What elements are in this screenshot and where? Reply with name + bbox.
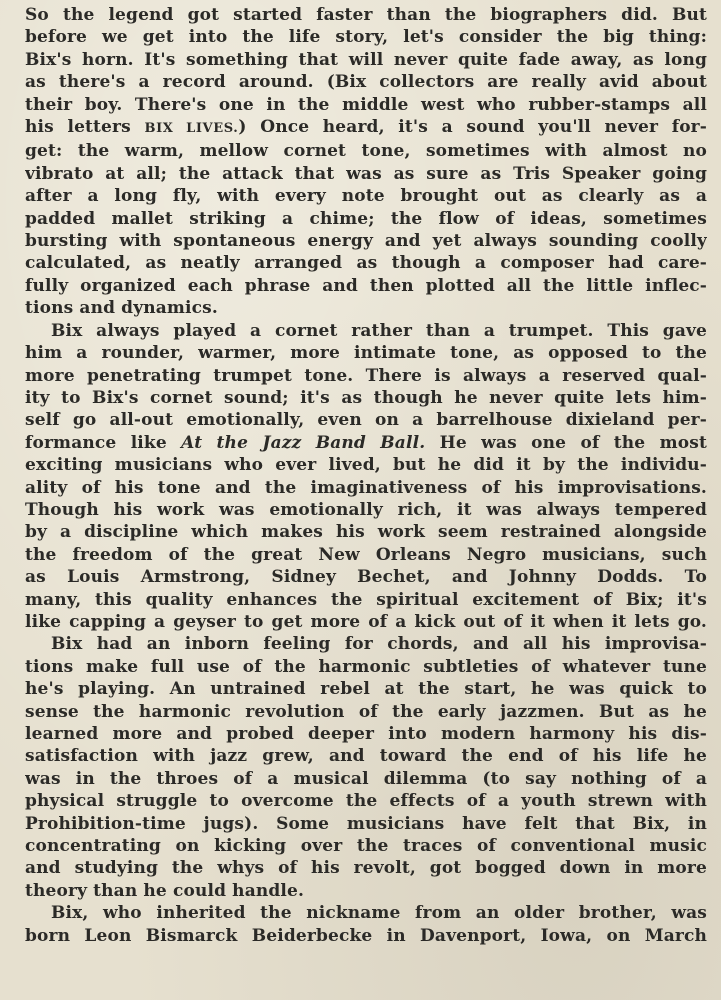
paragraph-4 bbox=[25, 902, 707, 947]
text-line: get: the warm, mellow cornet tone, sometimes with almost no bbox=[25, 141, 707, 162]
text-line: So the legend got started faster than the biographers did. But bbox=[25, 5, 707, 25]
text-line: born Leon Bismarck Beiderbecke in Davenport, Iowa, on March bbox=[25, 925, 707, 946]
text-line: satisfaction with jazz grew, and toward the end of his life he bbox=[25, 746, 707, 767]
text-line: Though his work was emotionally rich, it was always tempered bbox=[25, 499, 707, 520]
text-line: Bix had an inborn feeling for chords, and all his improvisa- bbox=[51, 634, 707, 655]
text-line: many, this quality enhances the spiritual excitement of Bix; it's bbox=[25, 589, 707, 610]
text-line: he's playing. An untrained rebel at the start, he was quick to bbox=[25, 679, 707, 700]
paragraph-1 bbox=[25, 4, 707, 320]
text-line: vibrato at all; the attack that was as sure as Tris Speaker going bbox=[25, 163, 707, 184]
text-line: concentrating on kicking over the traces of conventional music bbox=[25, 836, 707, 857]
text-line: like capping a geyser to get more of a kick out of it when it lets go. bbox=[25, 611, 707, 632]
text-line: ality of his tone and the imaginativeness of his improvisations. bbox=[25, 477, 707, 498]
text-line: physical struggle to overcome the effects of a youth strewn with bbox=[25, 791, 707, 812]
text-line: learned more and probed deeper into modern harmony his dis- bbox=[25, 724, 707, 744]
text-line: tions make full use of the harmonic subtleties of whatever tune bbox=[25, 656, 707, 677]
paragraph-3 bbox=[25, 633, 707, 902]
text-line: padded mallet striking a chime; the flow of ideas, sometimes bbox=[25, 208, 707, 229]
text-line: Bix always played a cornet rather than a trumpet. This gave bbox=[51, 320, 707, 341]
text-line-with-smallcaps bbox=[25, 116, 707, 140]
text-line: calculated, as neatly arranged as though a composer had care- bbox=[25, 253, 707, 274]
text-fragment: ) Once heard, it's a sound you'll never for- bbox=[238, 117, 707, 138]
text-line: their boy. There's one in the middle west who rubber-stamps all bbox=[25, 94, 707, 115]
text-line-with-title bbox=[25, 432, 707, 454]
text-line: after a long fly, with every note brought out as clearly as a bbox=[25, 186, 707, 207]
text-line: bursting with spontaneous energy and yet always sounding coolly bbox=[25, 231, 707, 252]
paragraph-2 bbox=[25, 320, 707, 634]
text-line: as there's a record around. (Bix collectors are really avid about bbox=[25, 72, 707, 93]
text-line: tions and dynamics. bbox=[25, 298, 218, 319]
text-line: sense the harmonic revolution of the early jazzmen. But as he bbox=[25, 701, 707, 722]
text-line: more penetrating trumpet tone. There is always a reserved qual- bbox=[25, 365, 707, 386]
text-fragment: his letters bbox=[25, 117, 145, 138]
text-line: Bix, who inherited the nickname from an older brother, was bbox=[51, 903, 707, 924]
text-fragment: formance like bbox=[25, 432, 182, 453]
text-line: fully organized each phrase and then plotted all the little inflec- bbox=[25, 275, 707, 296]
text-line: was in the throes of a musical dilemma (to say nothing of a bbox=[25, 768, 707, 789]
text-line: theory than he could handle. bbox=[25, 880, 305, 901]
text-line: by a discipline which makes his work seem restrained alongside bbox=[25, 522, 707, 543]
text-line: as Louis Armstrong, Sidney Bechet, and Johnny Dodds. To bbox=[25, 567, 707, 588]
text-line: and studying the whys of his revolt, got bogged down in more bbox=[25, 858, 707, 879]
text-line: before we get into the life story, let's consider the big thing: bbox=[25, 27, 707, 48]
record-title: At the Jazz Band Ball. bbox=[181, 432, 426, 453]
text-line: self go all-out emotionally, even on a barrelhouse dixieland per- bbox=[25, 410, 707, 431]
text-line: exciting musicians who ever lived, but he did it by the individu- bbox=[25, 455, 707, 476]
text-line: Bix's horn. It's something that will never quite fade away, as long bbox=[25, 49, 707, 70]
text-fragment: He was one of the most bbox=[425, 432, 707, 453]
text-line: the freedom of the great New Orleans Negro musicians, such bbox=[25, 544, 707, 565]
text-line: him a rounder, warmer, more intimate tone, as opposed to the bbox=[25, 343, 707, 364]
text-line: ity to Bix's cornet sound; it's as though he never quite lets him- bbox=[25, 387, 707, 408]
text-line: Prohibition-time jugs). Some musicians have felt that Bix, in bbox=[25, 813, 707, 834]
smallcaps-stamp-text: BIX LIVES. bbox=[144, 121, 239, 137]
